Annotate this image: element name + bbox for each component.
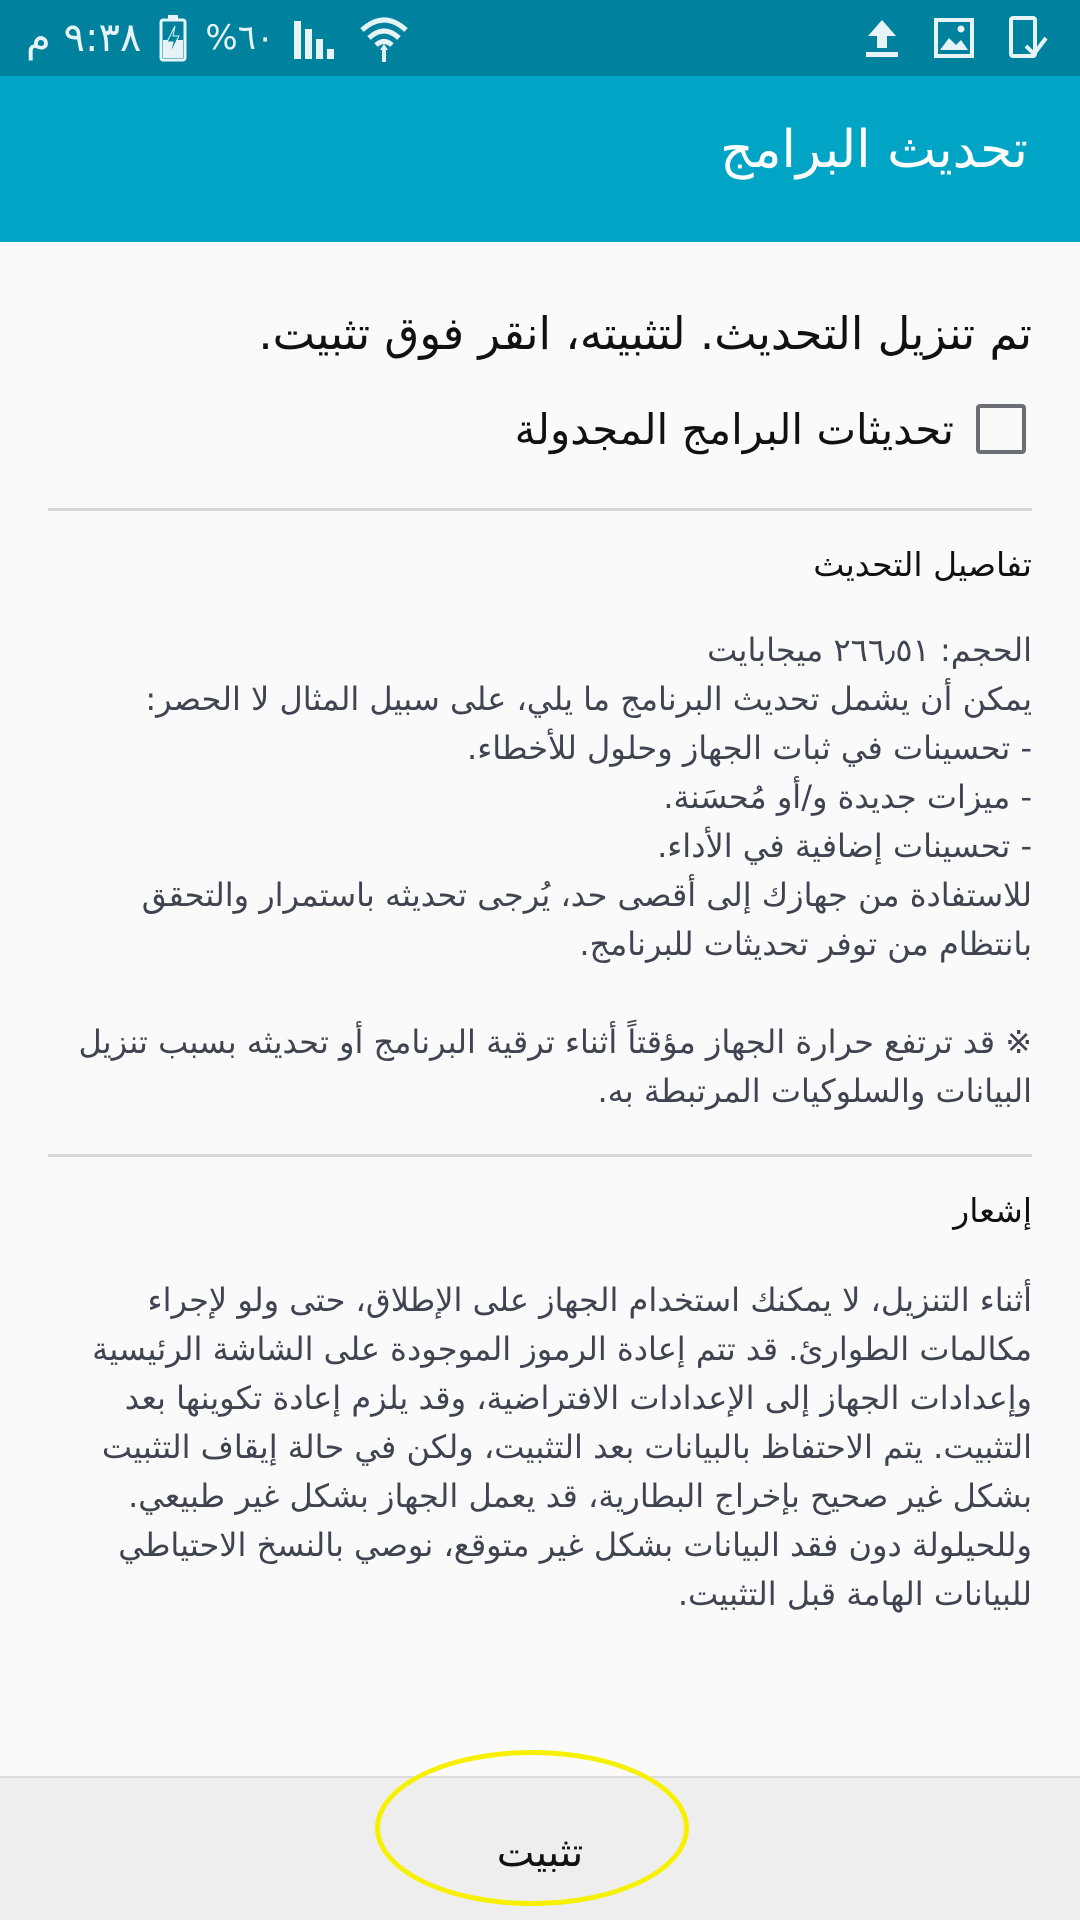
page-title: تحديث البرامج <box>720 120 1028 180</box>
divider <box>48 508 1032 511</box>
update-headline: تم تنزيل التحديث. لتثبيته، انقر فوق تثبيت. <box>258 307 1032 360</box>
clock: ٩:٣٨ م <box>26 15 142 61</box>
update-size: الحجم: ٢٦٦٫٥١ ميجابايت <box>707 631 1032 669</box>
divider <box>48 1154 1032 1157</box>
signal-icon <box>292 15 340 61</box>
app-bar <box>0 76 1080 242</box>
heat-warning: ※ قد ترتفع حرارة الجهاز مؤقتاً أثناء ترقية البرنامج أو تحديثه بسبب تنزيل البيانات والسلوكيات المرتبطة به. <box>78 1023 1032 1110</box>
details-recommendation: للاستفادة من جهازك إلى أقصى حد، يُرجى تحديثه باستمرار والتحقق بانتظام من توفر تحديثات للبرنامج. <box>141 876 1032 963</box>
status-left-group <box>26 0 410 76</box>
details-intro: يمكن أن يشمل تحديث البرنامج ما يلي، على سبيل المثال لا الحصر: <box>145 680 1032 718</box>
wifi-icon <box>358 12 410 64</box>
status-right-group <box>864 0 1048 76</box>
status-bar <box>0 0 1080 76</box>
details-bullet: - تحسينات إضافية في الأداء. <box>657 827 1032 865</box>
details-title: تفاصيل التحديث <box>813 545 1032 584</box>
upload-icon <box>864 18 900 58</box>
scheduled-updates-row[interactable] <box>48 404 1032 454</box>
update-content <box>48 242 1032 1619</box>
device-check-icon <box>1008 16 1048 60</box>
install-button[interactable]: تثبيت <box>380 1778 700 1920</box>
notice-title: إشعار <box>953 1191 1032 1230</box>
details-bullet: - ميزات جديدة و/أو مُحسَنة. <box>663 778 1032 816</box>
scheduled-updates-label: تحديثات البرامج المجدولة <box>514 404 954 454</box>
battery-percent: %٦٠ <box>205 18 275 58</box>
scheduled-updates-checkbox[interactable] <box>976 404 1026 454</box>
battery-charging-icon <box>159 14 187 62</box>
gallery-icon <box>934 18 974 58</box>
notice-text: أثناء التنزيل، لا يمكنك استخدام الجهاز على الإطلاق، حتى ولو لإجراء مكالمات الطوارئ. قد تتم إعادة الرموز الموجودة على الشاشة الرئيسية وإعدادات الجهاز إلى الإعدادات الافتراضية، وقد يلزم إعادة تكوينها بعد التثبيت. يتم الاحتفاظ بالبيانات بعد التثبيت، ولكن في حالة إيقاف التثبيت بشكل غير صحيح بإخراج البطارية، قد يعمل الجهاز بشكل غير طبيعي. وللحيلولة دون فقد البيانات بشكل غير متوقع، نوصي بالنسخ الاحتياطي للبيانات الهامة قبل التثبيت. <box>92 1281 1032 1613</box>
bottom-action-bar <box>0 1776 1080 1920</box>
details-body <box>48 675 1032 969</box>
details-bullet: - تحسينات في ثبات الجهاز وحلول للأخطاء. <box>467 729 1032 767</box>
